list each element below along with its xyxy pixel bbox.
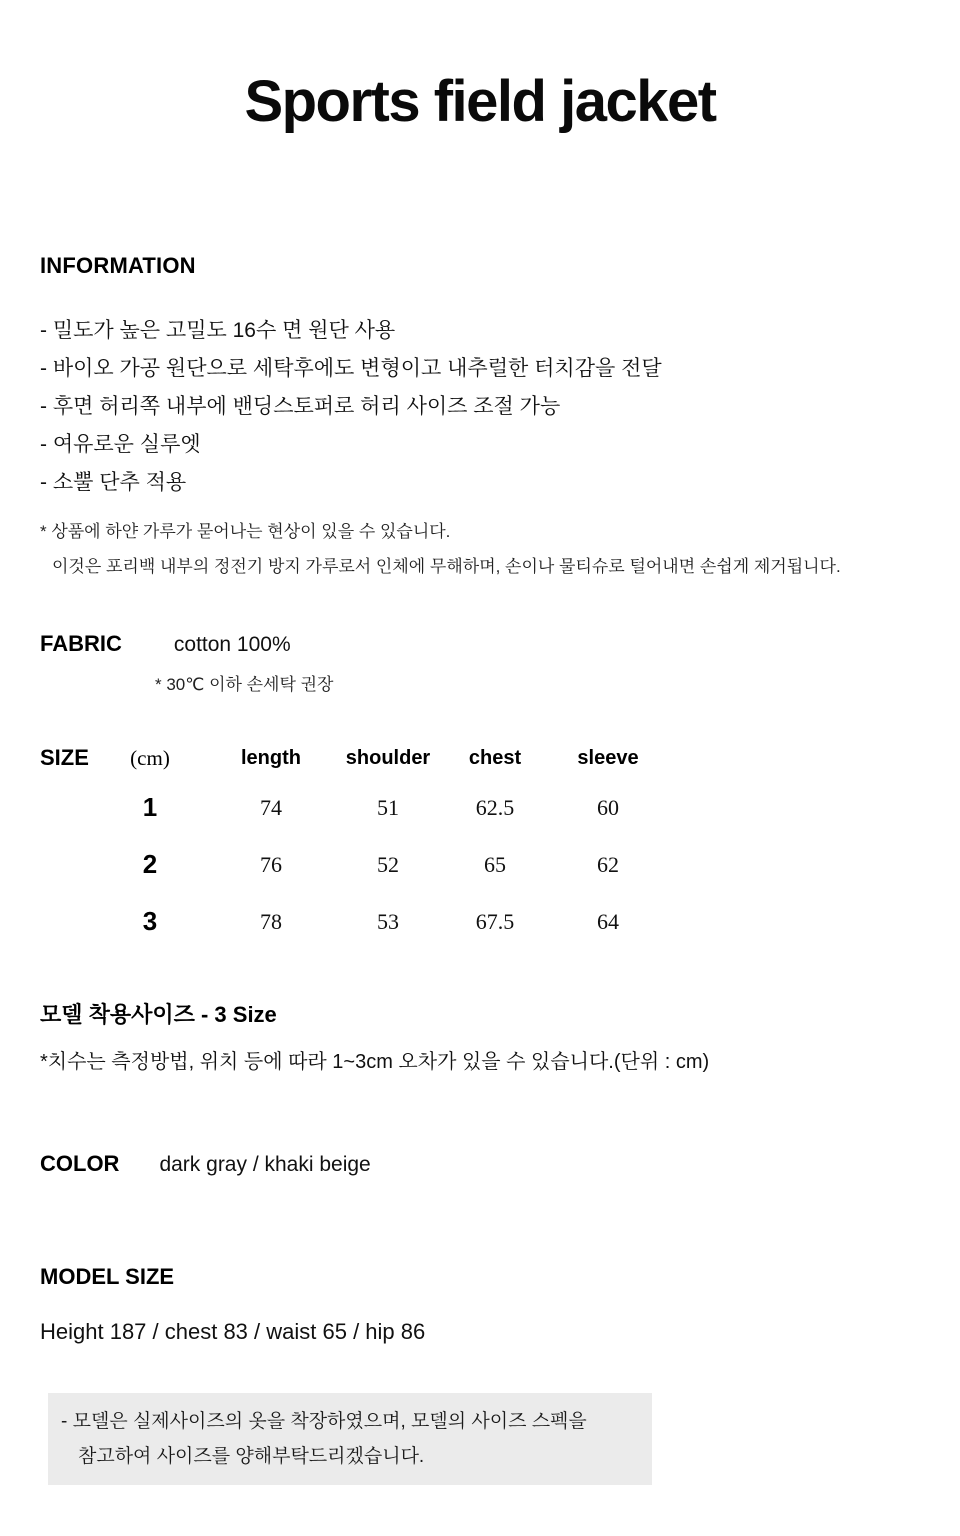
size-value-sleeve: 60	[597, 794, 619, 820]
fabric-heading: FABRIC	[40, 631, 122, 656]
disclaimer-line2: 참고하여 사이즈를 양해부탁드리겠습니다.	[78, 1446, 425, 1467]
size-column-sleeve: sleeve	[577, 747, 639, 769]
size-value-chest: 67.5	[475, 908, 515, 934]
size-heading: SIZE	[40, 745, 89, 770]
model-size-disclaimer-box	[48, 1393, 652, 1485]
size-column-chest: chest	[468, 747, 522, 769]
fabric-section	[40, 630, 960, 659]
information-item: - 여유로운 실루엣	[40, 433, 201, 456]
information-list	[40, 312, 960, 502]
color-section	[40, 1150, 960, 1179]
color-heading: COLOR	[40, 1151, 120, 1176]
size-row-label: 2	[142, 849, 158, 879]
powder-note-line2: 이것은 포리백 내부의 정전기 방지 가루로서 인체에 무해하며, 손이나 물티슈로 털어내면 손쉽게 제거됩니다.	[52, 557, 841, 576]
size-value-shoulder: 53	[377, 908, 399, 934]
size-column-length: length	[241, 747, 301, 769]
information-item: - 소뿔 단추 적용	[40, 471, 187, 494]
disclaimer-line1: - 모델은 실제사이즈의 옷을 착장하였으며, 모델의 사이즈 스펙을	[61, 1411, 587, 1432]
size-column-shoulder: shoulder	[345, 747, 431, 769]
model-size-specs: Height 187 / chest 83 / waist 65 / hip 86	[40, 1319, 426, 1344]
information-item: - 후면 허리쪽 내부에 밴딩스토퍼로 허리 사이즈 조절 가능	[40, 395, 561, 418]
information-item: - 바이오 가공 원단으로 세탁후에도 변형이고 내추럴한 터치감을 전달	[40, 357, 662, 380]
size-row-label: 1	[142, 792, 158, 822]
size-unit-label: (cm)	[130, 746, 170, 770]
size-value-sleeve: 62	[597, 851, 619, 877]
model-size-heading: MODEL SIZE	[40, 1264, 175, 1289]
size-value-shoulder: 52	[377, 851, 399, 877]
size-value-sleeve: 64	[597, 908, 619, 934]
size-value-length: 76	[260, 851, 282, 877]
size-row-label: 3	[142, 906, 158, 936]
color-value: dark gray / khaki beige	[159, 1153, 371, 1176]
fabric-wash-note: * 30℃ 이하 손세탁 권장	[155, 675, 334, 694]
size-tolerance-note: *치수는 측정방법, 위치 등에 따라 1~3cm 오차가 있을 수 있습니다.(단위 : cm)	[40, 1051, 710, 1073]
product-title: Sports field jacket	[244, 69, 716, 134]
size-value-chest: 62.5	[475, 794, 515, 820]
size-value-shoulder: 51	[377, 794, 399, 820]
size-value-length: 74	[260, 794, 282, 820]
fabric-value: cotton 100%	[173, 633, 291, 656]
table-row-spacer	[40, 893, 100, 950]
model-wearing-size: 모델 착용사이즈 - 3 Size	[40, 1002, 277, 1027]
table-row-spacer	[40, 836, 100, 893]
table-row-spacer	[40, 779, 100, 836]
size-value-length: 78	[260, 908, 282, 934]
information-heading: INFORMATION	[40, 253, 196, 278]
information-item: - 밀도가 높은 고밀도 16수 면 원단 사용	[40, 319, 396, 342]
size-table	[40, 745, 660, 950]
size-value-chest: 65	[484, 851, 506, 877]
powder-note-line1: * 상품에 하얀 가루가 묻어나는 현상이 있을 수 있습니다.	[40, 522, 451, 541]
information-notes	[40, 514, 960, 584]
